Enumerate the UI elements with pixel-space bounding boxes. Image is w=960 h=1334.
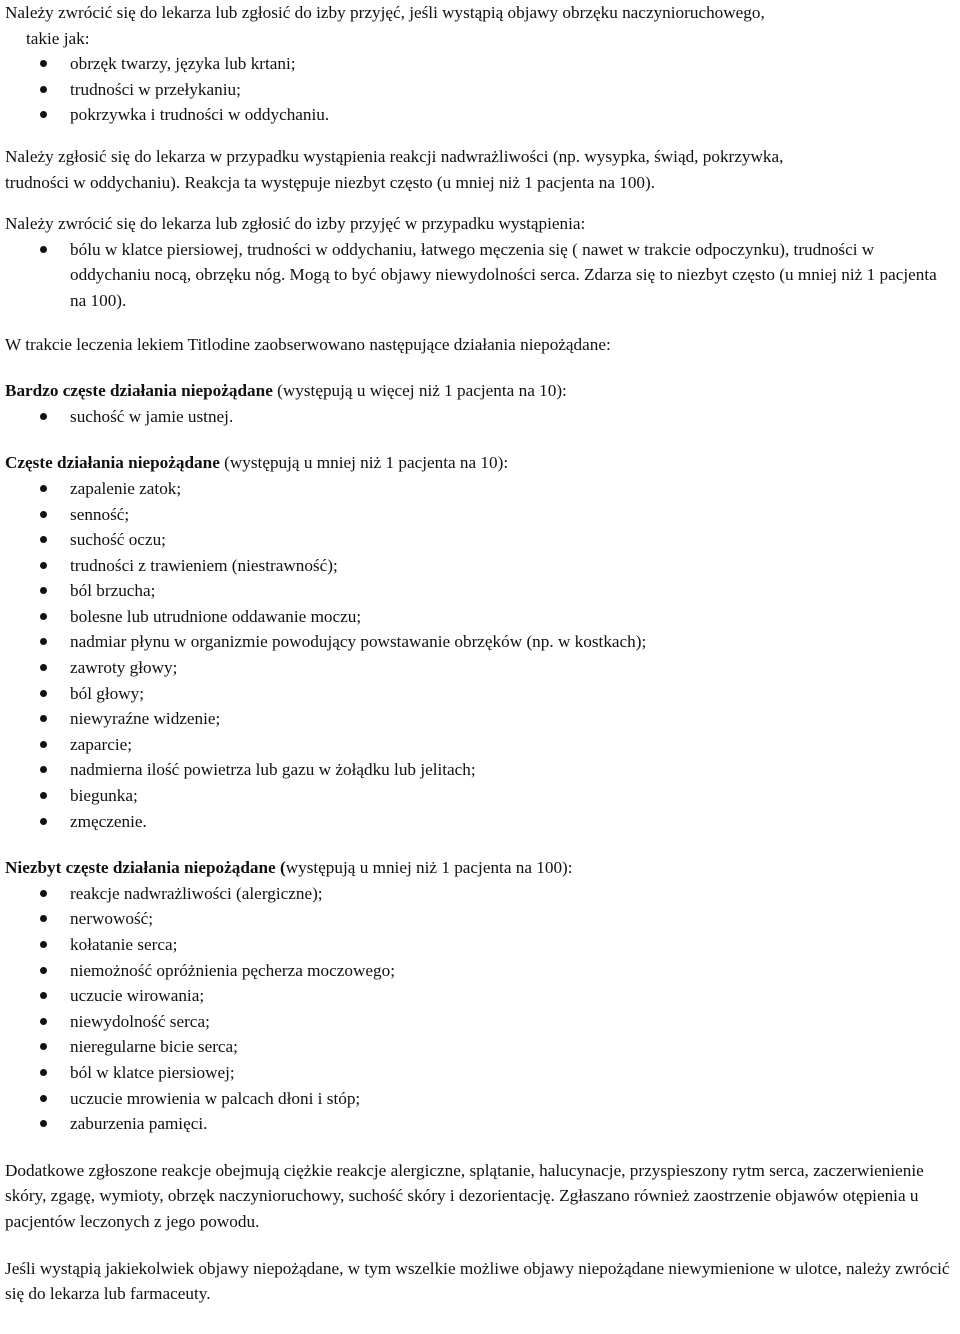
closing-paragraph: Jeśli wystąpią jakiekolwiek objawy niepożądane, w tym wszelkie możliwe objawy niepożądane niewymienione w ulotce, należy zwrócić się do lekarza lub farmaceuty.: [5, 1258, 950, 1304]
list-item: niewydolność serca;: [5, 1009, 955, 1035]
common-list: [5, 476, 955, 834]
list-item: kołatanie serca;: [5, 932, 955, 958]
uncommon-heading: [5, 855, 955, 881]
list-item: nieregularne bicie serca;: [5, 1034, 955, 1060]
list-item: suchość w jamie ustnej.: [5, 404, 955, 430]
list-item: zmęczenie.: [5, 809, 955, 835]
uncommon-section: [5, 855, 955, 1137]
list-item: nadmierna ilość powietrza lub gazu w żołądku lub jelitach;: [5, 757, 955, 783]
list-item: bólu w klatce piersiowej, trudności w oddychaniu, łatwego męczenia się ( nawet w trakcie odpoczynku), trudności w oddychaniu nocą, obrzęku nóg. Mogą to być objawy niewydolności serca. Zdarza się to niezbyt często (u mniej niż 1 pacjenta na 100).: [5, 237, 955, 314]
list-item: zawroty głowy;: [5, 655, 955, 681]
very-common-section: [5, 378, 955, 429]
list-item: ból brzucha;: [5, 578, 955, 604]
additional-reactions-paragraph: Dodatkowe zgłoszone reakcje obejmują ciężkie reakcje alergiczne, splątanie, halucynacje, przyspieszony rytm serca, zaczerwienienie skóry, zgagę, wymioty, obrzęk naczynioruchowy, suchość skóry i dezorientację. Zgłaszano również zaostrzenie objawów otępienia u pacjentów leczonych z jego powodu.: [5, 1160, 924, 1231]
hypersensitivity-paragraph: Należy zgłosić się do lekarza w przypadku wystąpienia reakcji nadwrażliwości (np. wysypka, świąd, pokrzywka, trudności w oddychaniu). Reakcja ta występuje niezbyt często (u mniej niż 1 pacjenta na 100).: [5, 146, 784, 192]
uncommon-list: [5, 881, 955, 1137]
list-item: obrzęk twarzy, języka lub krtani;: [5, 51, 955, 77]
chest-section: [5, 211, 955, 313]
list-item: pokrzywka i trudności w oddychaniu.: [5, 102, 955, 128]
list-item: reakcje nadwrażliwości (alergiczne);: [5, 881, 955, 907]
very-common-list: [5, 404, 955, 430]
chest-lead: Należy zwrócić się do lekarza lub zgłosić do izby przyjęć w przypadku wystąpienia:: [5, 214, 586, 234]
list-item: niewyraźne widzenie;: [5, 706, 955, 732]
list-item: trudności z trawieniem (niestrawność);: [5, 553, 955, 579]
list-item: senność;: [5, 502, 955, 528]
list-item: nadmiar płynu w organizmie powodujący powstawanie obrzęków (np. w kostkach);: [5, 629, 955, 655]
common-rest: (występują u mniej niż 1 pacjenta na 10):: [219, 453, 509, 473]
list-item: nerwowość;: [5, 906, 955, 932]
summary-paragraph: W trakcie leczenia lekiem Titlodine zaobserwowano następujące działania niepożądane:: [5, 334, 611, 354]
list-item: trudności w przełykaniu;: [5, 77, 955, 103]
list-item: zaburzenia pamięci.: [5, 1111, 955, 1137]
very-common-rest: (występują u więcej niż 1 pacjenta na 10):: [272, 381, 567, 401]
common-section: [5, 450, 955, 834]
list-item: ból głowy;: [5, 681, 955, 707]
list-item: ból w klatce piersiowej;: [5, 1060, 955, 1086]
uncommon-rest: występują u mniej niż 1 pacjenta na 100):: [285, 858, 573, 878]
angioedema-lead-cont: takie jak:: [26, 28, 90, 48]
list-item: niemożność opróżnienia pęcherza moczowego;: [5, 958, 955, 984]
chest-list: [5, 237, 955, 314]
list-item: biegunka;: [5, 783, 955, 809]
list-item: uczucie mrowienia w palcach dłoni i stóp;: [5, 1086, 955, 1112]
list-item: bolesne lub utrudnione oddawanie moczu;: [5, 604, 955, 630]
angioedema-list: [5, 51, 955, 128]
angioedema-lead: Należy zwrócić się do lekarza lub zgłosić do izby przyjęć, jeśli wystąpią objawy obrzęku naczynioruchowego,: [5, 3, 765, 22]
list-item: zaparcie;: [5, 732, 955, 758]
angioedema-section: [5, 0, 955, 128]
uncommon-bold: Niezbyt częste działania niepożądane (: [5, 858, 286, 878]
list-item: uczucie wirowania;: [5, 983, 955, 1009]
very-common-heading: [5, 378, 955, 404]
very-common-bold: Bardzo częste działania niepożądane: [5, 381, 273, 401]
list-item: zapalenie zatok;: [5, 476, 955, 502]
common-heading: [5, 450, 955, 476]
common-bold: Częste działania niepożądane: [5, 453, 220, 473]
list-item: suchość oczu;: [5, 527, 955, 553]
